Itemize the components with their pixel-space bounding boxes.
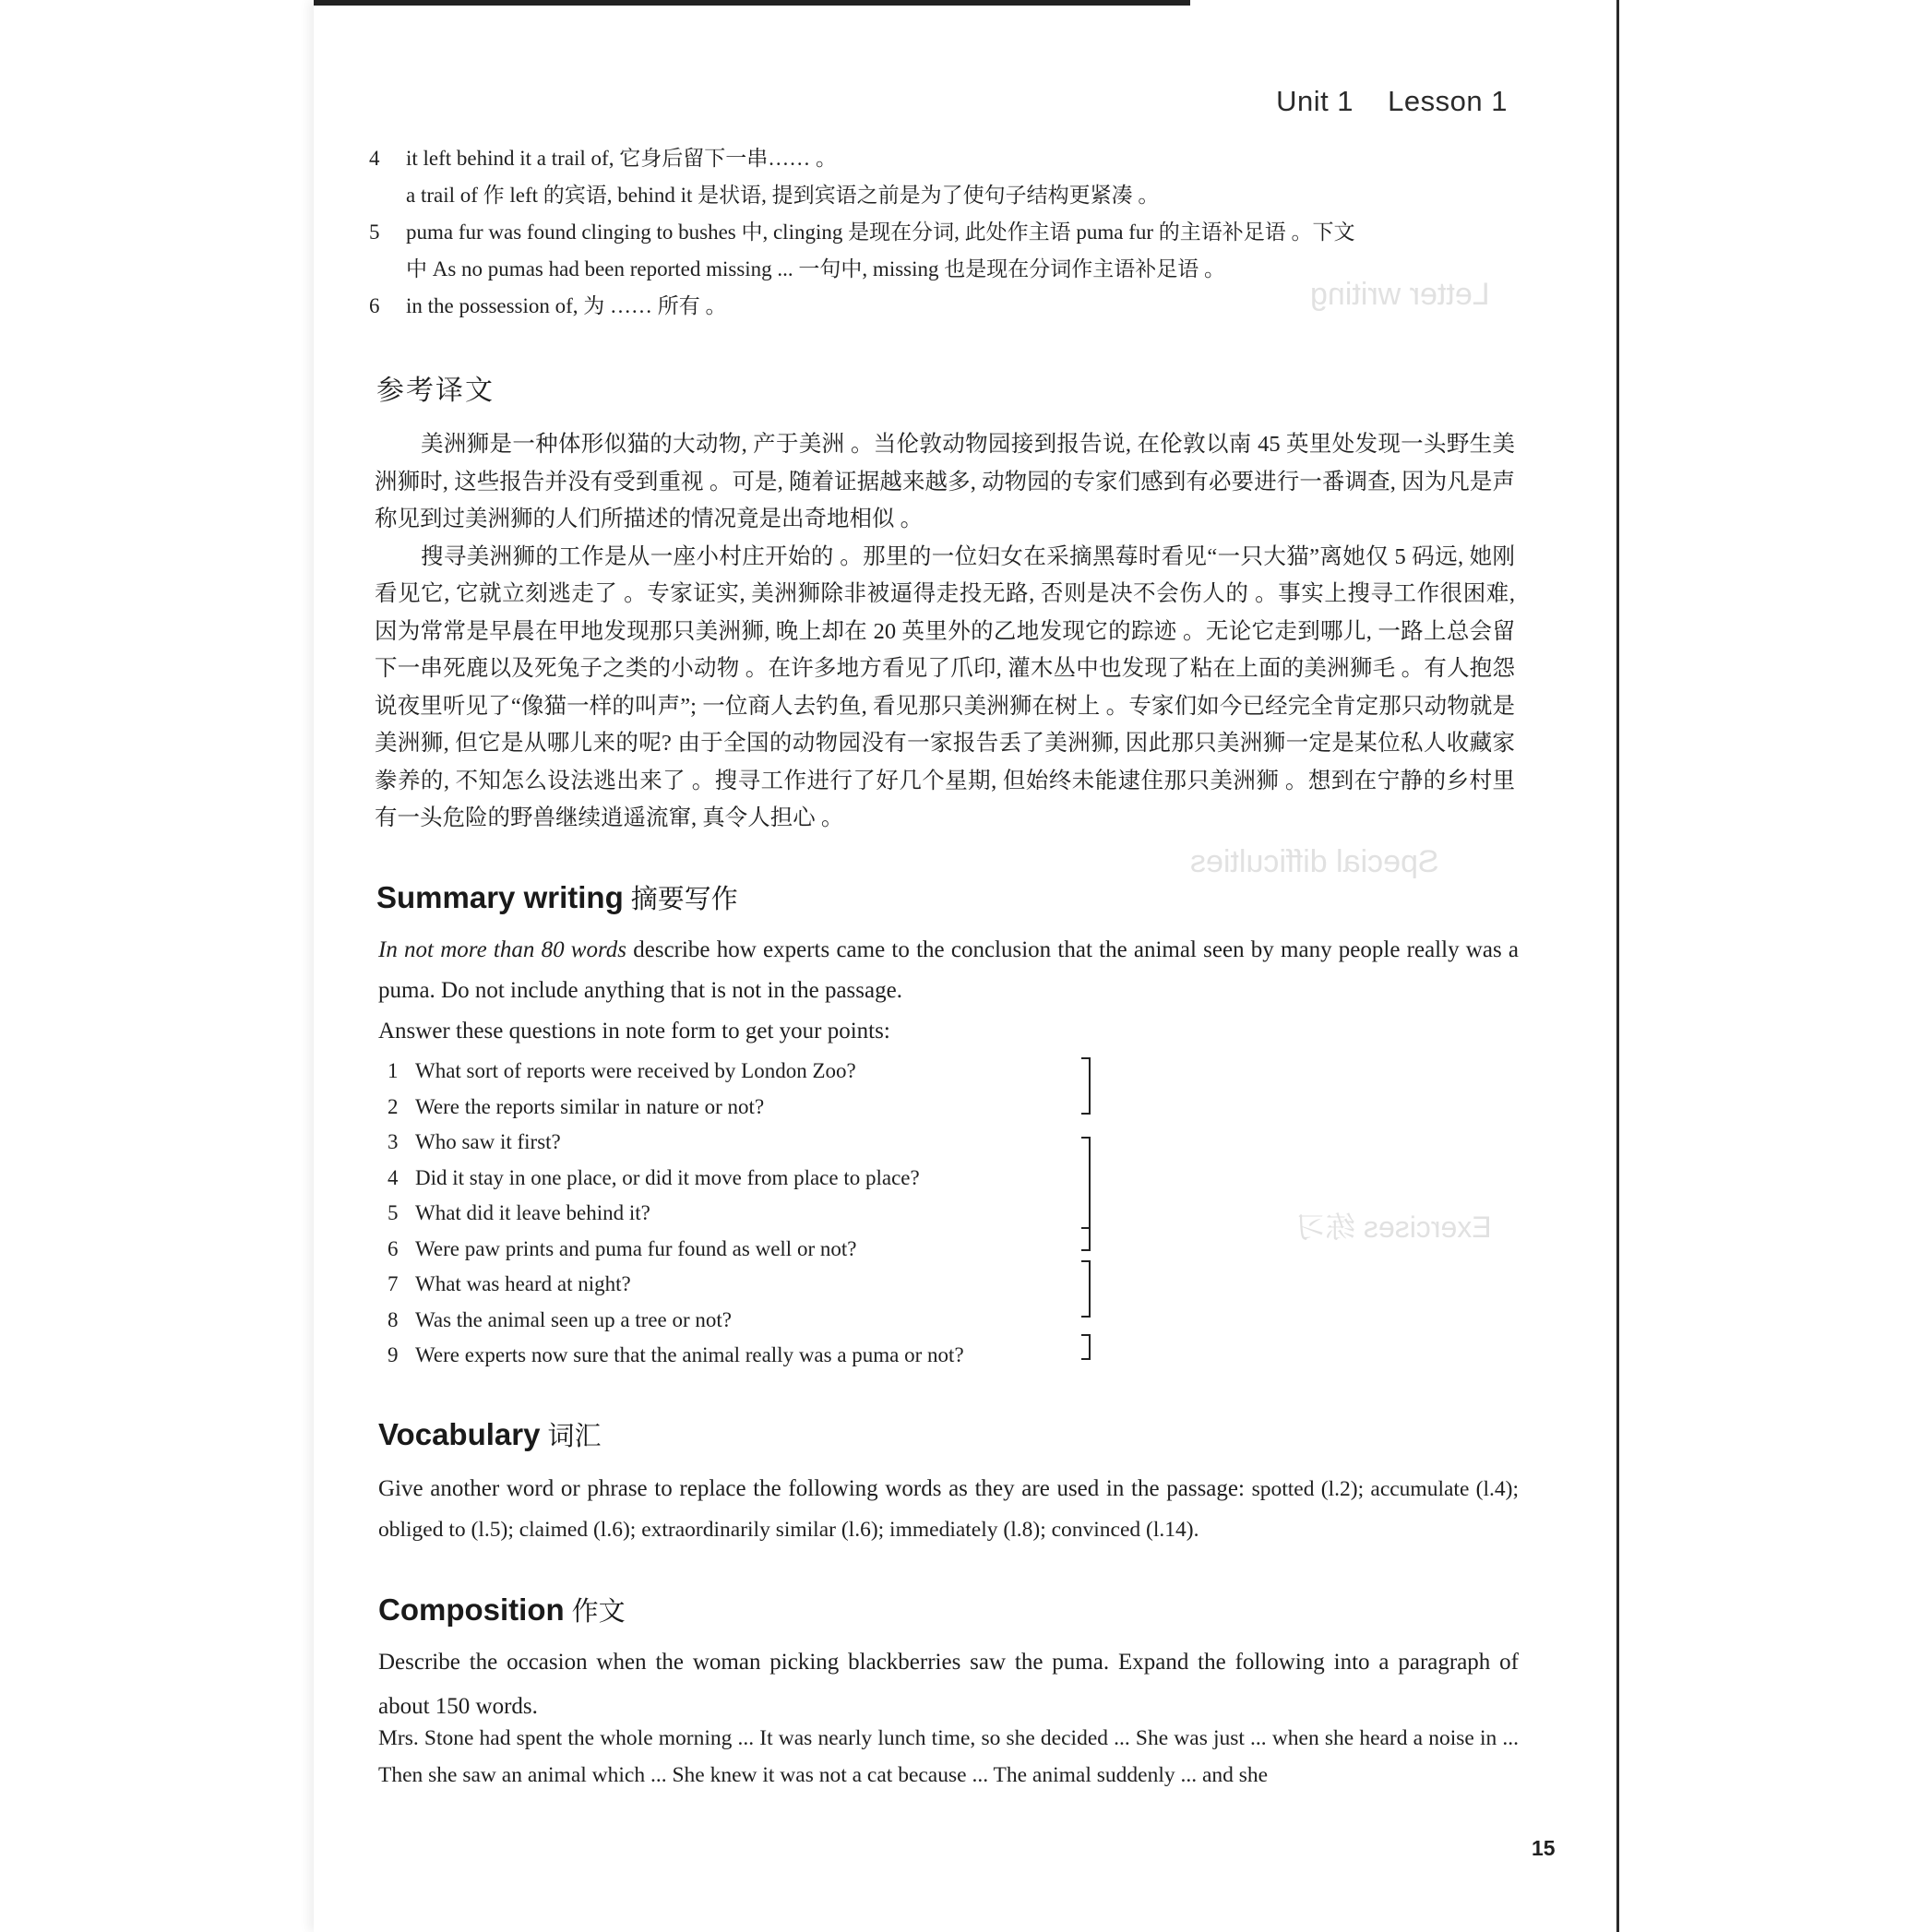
show-through-special: Special difficulties xyxy=(1190,844,1439,879)
group-bracket xyxy=(1081,1057,1091,1115)
translation-heading: 参考译文 xyxy=(376,375,495,407)
translation-paragraph: 搜寻美洲狮的工作是从一座小村庄开始的 。那里的一位妇女在采摘黑莓时看见“一只大猫”离她仅 5 码远, 她刚看见它, 它就立刻逃走了 。专家证实, 美洲狮除非被逼得走投无路, 否则是决不会伤人的 。事实上搜寻工作很困难, 因为常常是早晨在甲地发现那只美洲狮, 晚上却在 20 英里外的乙地发现它的踪迹 。无论它走到哪儿, 一路上总会留下一串死鹿以及死兔子之类的小动物 。在许多地方看见了爪印, 灌木丛中也发现了粘在上面的美洲狮毛 。有人抱怨说夜里听见了“像猫一样的叫声”; 一位商人去钓鱼, 看见那只美洲狮在树上 。专家们如今已经完全肯定那只动物就是美洲狮, 但它是从哪儿来的呢? 由于全国的动物园没有一家报告丢了美洲狮, 因此那只美洲狮一定是某位私人收藏家豢养的, 不知怎么设法逃出来了 。搜寻工作进行了好几个星期, 但始终未能逮住那只美洲狮 。想到在宁静的乡村里有一头危险的野兽继续逍遥流窜, 真令人担心 。 xyxy=(375,543,1515,830)
question-item: 4 Did it stay in one place, or did it move from place to place? xyxy=(388,1165,920,1189)
show-through-letter: Letter writing xyxy=(1310,277,1490,312)
note-item: 中 As no pumas had been reported missing ... 一句中, missing 也是现在分词作主语补足语 。 xyxy=(406,257,1226,280)
composition-instruction: Describe the occasion when the woman picking blackberries saw the puma. Expand the following into a paragraph of about 150 words. xyxy=(378,1650,1519,1719)
summary-instruction: In not more than 80 words describe how experts came to the conclusion that the animal seen by many people really was a puma. Do not include anything that is not in the passage. xyxy=(378,937,1519,1003)
left-margin xyxy=(0,0,314,1932)
question-item: 3 Who saw it first? xyxy=(388,1130,561,1154)
question-item: 9 Were experts now sure that the animal really was a puma or not? xyxy=(388,1343,964,1367)
unit-label: Unit 1 xyxy=(1276,85,1354,117)
composition-prompt: Mrs. Stone had spent the whole morning ... It was nearly lunch time, so she decided ... She was just ... when she heard a noise in ... Then she saw an animal which ... She knew it was not a cat because ... The animal suddenly ... and she xyxy=(378,1726,1519,1787)
question-item: 8 Was the animal seen up a tree or not? xyxy=(388,1307,733,1331)
lesson-label: Lesson 1 xyxy=(1388,85,1508,117)
summary-heading: Summary writing 摘要写作 xyxy=(376,880,738,914)
group-bracket xyxy=(1081,1260,1091,1318)
notes-list xyxy=(369,140,1513,325)
note-item: 5 puma fur was found clinging to bushes 中, clinging 是现在分词, 此处作主语 puma fur 的主语补足语 。下文 xyxy=(369,221,1355,244)
composition-heading: Composition 作文 xyxy=(378,1592,626,1627)
running-head xyxy=(1276,85,1508,118)
note-item: 6 in the possession of, 为 …… 所有 。 xyxy=(369,294,727,317)
translation-paragraph: 美洲狮是一种体形似猫的大动物, 产于美洲 。当伦敦动物园接到报告说, 在伦敦以南 45 英里处发现一头野生美洲狮时, 这些报告并没有受到重视 。可是, 随着证据越来越多, 动物园的专家们感到有必要进行一番调查, 因为凡是声称见到过美洲狮的人们所描述的情况竟是出奇地相似 。 xyxy=(375,432,1515,531)
question-item: 7 What was heard at night? xyxy=(388,1272,631,1296)
top-edge-line xyxy=(314,0,1190,6)
group-bracket xyxy=(1081,1334,1091,1360)
translation-body xyxy=(375,426,1515,838)
question-item: 6 Were paw prints and puma fur found as well or not? xyxy=(388,1236,857,1260)
questions-intro: Answer these questions in note form to get your points: xyxy=(378,1019,890,1044)
question-item: 2 Were the reports similar in nature or not? xyxy=(388,1094,765,1118)
question-list xyxy=(388,1054,1126,1374)
vocabulary-text: Give another word or phrase to replace the following words as they are used in the passage: spotted (l.2); accumulate (l.4); obliged to (l.5); claimed (l.6); extraordinarily similar (l.6); immediately (l.8); convinced (l.14). xyxy=(378,1476,1519,1542)
page-right-edge xyxy=(1616,0,1619,1932)
group-bracket xyxy=(1081,1227,1091,1251)
group-bracket xyxy=(1081,1137,1091,1229)
page-number: 15 xyxy=(1532,1836,1556,1860)
show-through-exercises: Exercises 练习 xyxy=(1296,1210,1492,1244)
note-item: 4 it left behind it a trail of, 它身后留下一串…… 。 xyxy=(369,147,837,170)
question-item: 1 What sort of reports were received by London Zoo? xyxy=(388,1059,856,1083)
note-item: a trail of 作 left 的宾语, behind it 是状语, 提到宾语之前是为了使句子结构更紧凑 。 xyxy=(406,184,1160,207)
vocabulary-heading: Vocabulary 词汇 xyxy=(378,1417,602,1451)
question-item: 5 What did it leave behind it? xyxy=(388,1201,650,1225)
